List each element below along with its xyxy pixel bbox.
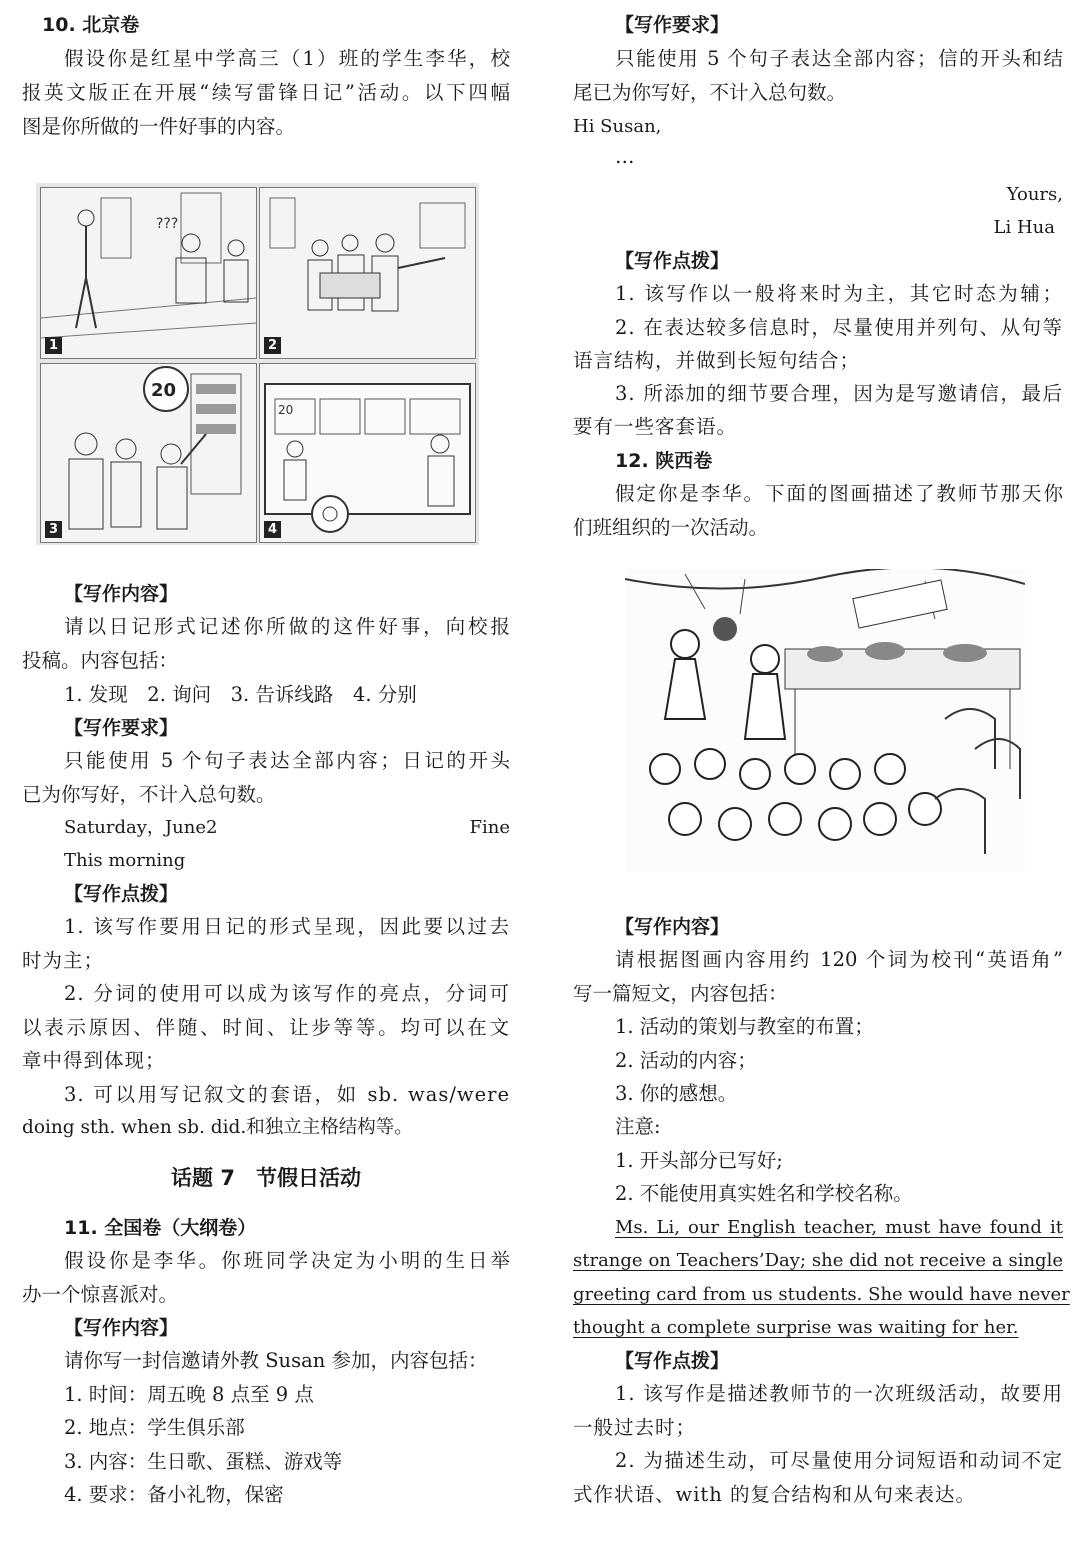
opening-line: thought a complete surprise was waiting for her. (573, 1317, 1019, 1338)
content-item: 1. 活动的策划与教室的布置； (615, 1015, 874, 1038)
q11-content-text: 请你写一封信邀请外教 Susan 参加，内容包括： (64, 1349, 488, 1372)
comic-panel-number: 1 (45, 337, 62, 354)
note-item: 1. 开头部分已写好; (615, 1149, 783, 1172)
content-text-line-2: 写一篇短文，内容包括： (573, 982, 788, 1005)
q11-intro-line-2: 办一个惊喜派对。 (22, 1283, 179, 1306)
tip-line: 1. 该写作要用日记的形式呈现，因此要以过去 (64, 915, 510, 938)
req-text-line-2: 尾已为你写好，不计入总句数。 (573, 81, 847, 104)
tip-line: 3. 可以用写记叙文的套语，如 sb. was/were (64, 1083, 510, 1106)
q10-intro-line-2: 报英文版正在开展“续写雷锋日记”活动。以下四幅 (22, 81, 510, 104)
diary-date: Saturday，June2 (64, 817, 218, 838)
q11-item: 3. 内容：生日歌、蛋糕、游戏等 (64, 1450, 343, 1473)
content-item: 3. 你的感想。 (615, 1082, 738, 1105)
tip-line: 1. 该写作是描述教师节的一次班级活动，故要用 (615, 1382, 1063, 1405)
tip-line: 一般过去时； (573, 1416, 697, 1439)
letter-closing: Yours, (1006, 184, 1063, 205)
tip-line: 2. 分词的使用可以成为该写作的亮点，分词可 (64, 982, 510, 1005)
svg-text:???: ??? (156, 216, 179, 232)
letter-ellipsis: … (615, 145, 635, 168)
comic-panel-number: 4 (264, 521, 281, 538)
tips2-head: 【写作点拨】 (615, 1350, 730, 1372)
opening-line: strange on Teachers’Day; she did not receive a single (573, 1250, 1063, 1271)
q11-item: 1. 时间：周五晚 8 点至 9 点 (64, 1383, 314, 1406)
topic-title: 话题 7 节假日活动 (171, 1166, 361, 1190)
req-text-line-1: 只能使用 5 个句子表达全部内容；信的开头和结 (615, 47, 1063, 70)
tip-line: 语言结构，并做到长短句结合； (573, 349, 861, 372)
q12-intro-line-1: 假定你是李华。下面的图画描述了教师节那天你 (615, 482, 1063, 505)
diary-weather: Fine (469, 817, 510, 838)
tip-line: 以表示原因、伴随、时间、让步等等。均可以在文 (22, 1016, 510, 1039)
comic-panel-4 (259, 363, 476, 543)
q12-intro-line-2: 们班组织的一次活动。 (573, 516, 769, 539)
diary-start: This morning (64, 850, 186, 871)
content-item: 2. 活动的内容； (615, 1049, 757, 1072)
note-head: 注意: (615, 1115, 661, 1138)
letter-greeting: Hi Susan, (573, 116, 662, 137)
q12-title: 12. 陕西卷 (615, 450, 713, 472)
tip-line: 3. 所添加的细节要合理，因为是写邀请信，最后 (615, 382, 1063, 405)
req-head: 【写作要求】 (64, 717, 179, 739)
opening-line: Ms. Li, our English teacher, must have found it (615, 1217, 1063, 1238)
tip-line: 2. 为描述生动，可尽量使用分词短语和动词不定 (615, 1449, 1063, 1472)
comic-panel-number: 3 (45, 521, 62, 538)
comic-panel-number: 2 (264, 337, 281, 354)
svg-text:20: 20 (278, 403, 294, 417)
tips-head: 【写作点拨】 (64, 883, 179, 905)
opening-line: greeting card from us students. She would have never (573, 1284, 1070, 1305)
tip-line: 1. 该写作以一般将来时为主，其它时态为辅； (615, 282, 1063, 305)
party-illustration (625, 569, 1025, 872)
tip-line: 式作状语、with 的复合结构和从句来表达。 (573, 1483, 977, 1506)
q10-intro-line-3: 图是你所做的一件好事的内容。 (22, 115, 296, 138)
comic-panel-4-drawing (260, 364, 475, 542)
req-text-line-1: 只能使用 5 个句子表达全部内容；日记的开头 (64, 749, 510, 772)
tips-head: 【写作点拨】 (615, 250, 730, 272)
tip-line: 要有一些客套语。 (573, 415, 738, 438)
content-items: 1. 发现 2. 询问 3. 告诉线路 4. 分别 (64, 683, 417, 706)
note-item: 2. 不能使用真实姓名和学校名称。 (615, 1182, 913, 1205)
comic-panel-2 (259, 187, 476, 359)
q10-title: 10. 北京卷 (42, 14, 140, 36)
comic-panel-1 (40, 187, 257, 359)
q10-intro-line-1: 假设你是红星中学高三（1）班的学生李华，校 (64, 47, 510, 70)
content-head: 【写作内容】 (64, 583, 179, 605)
tip-line: 2. 在表达较多信息时，尽量使用并列句、从句等 (615, 316, 1063, 339)
comic-panel-3 (40, 363, 257, 543)
party-illustration-drawing (625, 569, 1025, 872)
req-head: 【写作要求】 (615, 14, 730, 36)
tip-line: doing sth. when sb. did.和独立主格结构等。 (22, 1117, 413, 1138)
comic-figure (36, 183, 479, 545)
content-text-line-2: 投稿。内容包括： (22, 649, 179, 672)
req-text-line-2: 已为你写好，不计入总句数。 (22, 783, 276, 806)
q11-content-head: 【写作内容】 (64, 1317, 179, 1339)
comic-panel-1-drawing (41, 188, 256, 358)
content-text-line-1: 请以日记形式记述你所做的这件好事，向校报 (64, 615, 510, 638)
tip-line: 时为主； (22, 949, 105, 972)
svg-text:20: 20 (151, 380, 177, 401)
q11-intro-line-1: 假设你是李华。你班同学决定为小明的生日举 (64, 1249, 510, 1272)
comic-panel-2-drawing (260, 188, 475, 358)
content-head: 【写作内容】 (615, 916, 730, 938)
content-text-line-1: 请根据图画内容用约 120 个词为校刊“英语角” (615, 948, 1063, 971)
letter-signature: Li Hua (993, 217, 1055, 238)
q11-title: 11. 全国卷（大纲卷） (64, 1217, 257, 1239)
comic-panel-3-drawing (41, 364, 256, 542)
q11-item: 2. 地点：学生俱乐部 (64, 1416, 245, 1439)
tip-line: 章中得到体现； (22, 1049, 166, 1072)
q11-item: 4. 要求：备小礼物，保密 (64, 1483, 284, 1506)
